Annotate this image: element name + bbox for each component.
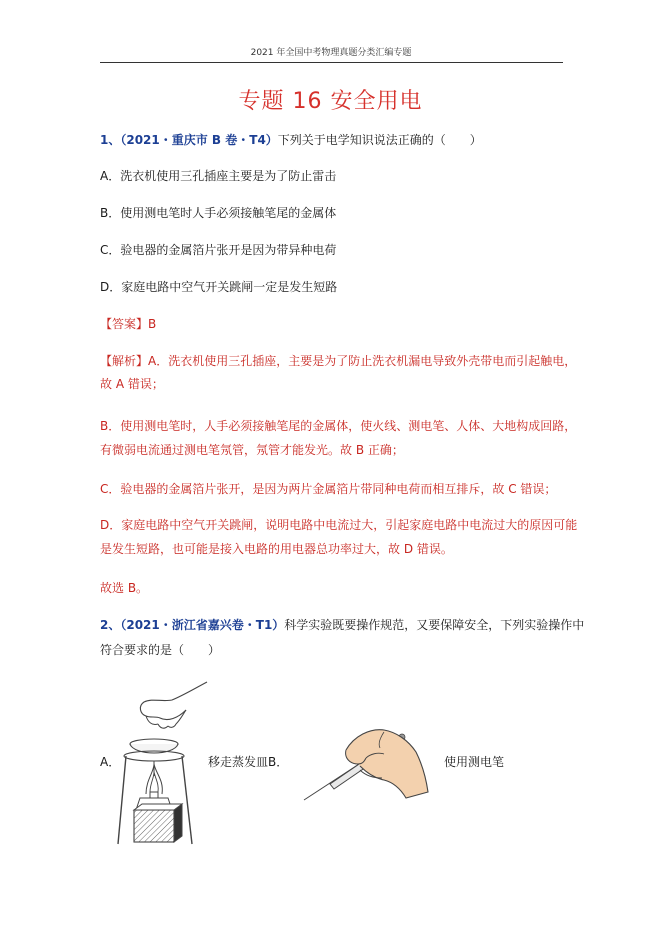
page-header: 2021 年全国中考物理真题分类汇编专题	[250, 48, 412, 58]
question-2-stem-line2: 符合要求的是（ ）	[100, 643, 221, 657]
question-1-stem	[100, 130, 570, 151]
question-1-option-a: A．洗衣机使用三孔插座主要是为了防止雷击	[100, 169, 337, 183]
question-2-text: 科学实验既要操作规范，又要保障安全，下列实验操作中	[284, 618, 585, 632]
question-1-option-b: B．使用测电笔时人手必须接触笔尾的金属体	[100, 206, 337, 220]
analysis-line: 故 A 错误；	[100, 377, 164, 391]
option-a-label: A．	[100, 755, 121, 769]
question-1-source: （2021・重庆市 B 卷・T4）	[120, 133, 278, 147]
evaporating-dish-figure	[112, 676, 214, 848]
header-divider	[100, 62, 563, 63]
analysis-line: 有微弱电流通过测电笔氖管，氖管才能发光。故 B 正确；	[100, 443, 404, 457]
question-1-answer: 【答案】B	[100, 317, 157, 331]
analysis-line: D．家庭电路中空气开关跳闸，说明电路中电流过大，引起家庭电路中电流过大的原因可能	[100, 518, 578, 532]
question-1-text: 下列关于电学知识说法正确的（ ）	[277, 133, 482, 147]
question-1-number: 1、	[100, 133, 121, 147]
analysis-line: 【解析】A．洗衣机使用三孔插座，主要是为了防止洗衣机漏电导致外壳带电而引起触电，	[100, 354, 577, 368]
question-2-source: （2021・浙江省嘉兴卷・T1）	[120, 618, 285, 632]
option-b-text: 使用测电笔	[444, 755, 505, 769]
option-b-label: B．	[268, 755, 289, 769]
analysis-line: B．使用测电笔时，人手必须接触笔尾的金属体，使火线、测电笔、人体、大地构成回路，	[100, 419, 577, 433]
page-title: 专题 16 安全用电	[238, 89, 423, 114]
question-2-stem	[100, 615, 585, 636]
option-a-text: 移走蒸发皿	[208, 755, 269, 769]
question-2-number: 2、	[100, 618, 121, 632]
question-1-conclusion: 故选 B。	[100, 581, 149, 595]
test-pen-figure	[300, 722, 430, 804]
analysis-line: 是发生短路，也可能是接入电路的用电器总功率过大，故 D 错误。	[100, 542, 453, 556]
question-1-option-d: D．家庭电路中空气开关跳闸一定是发生短路	[100, 280, 338, 294]
analysis-line: C．验电器的金属箔片张开，是因为两片金属箔片带同种电荷而相互排斥，故 C 错误；	[100, 482, 557, 496]
question-1-option-c: C．验电器的金属箔片张开是因为带异种电荷	[100, 243, 337, 257]
